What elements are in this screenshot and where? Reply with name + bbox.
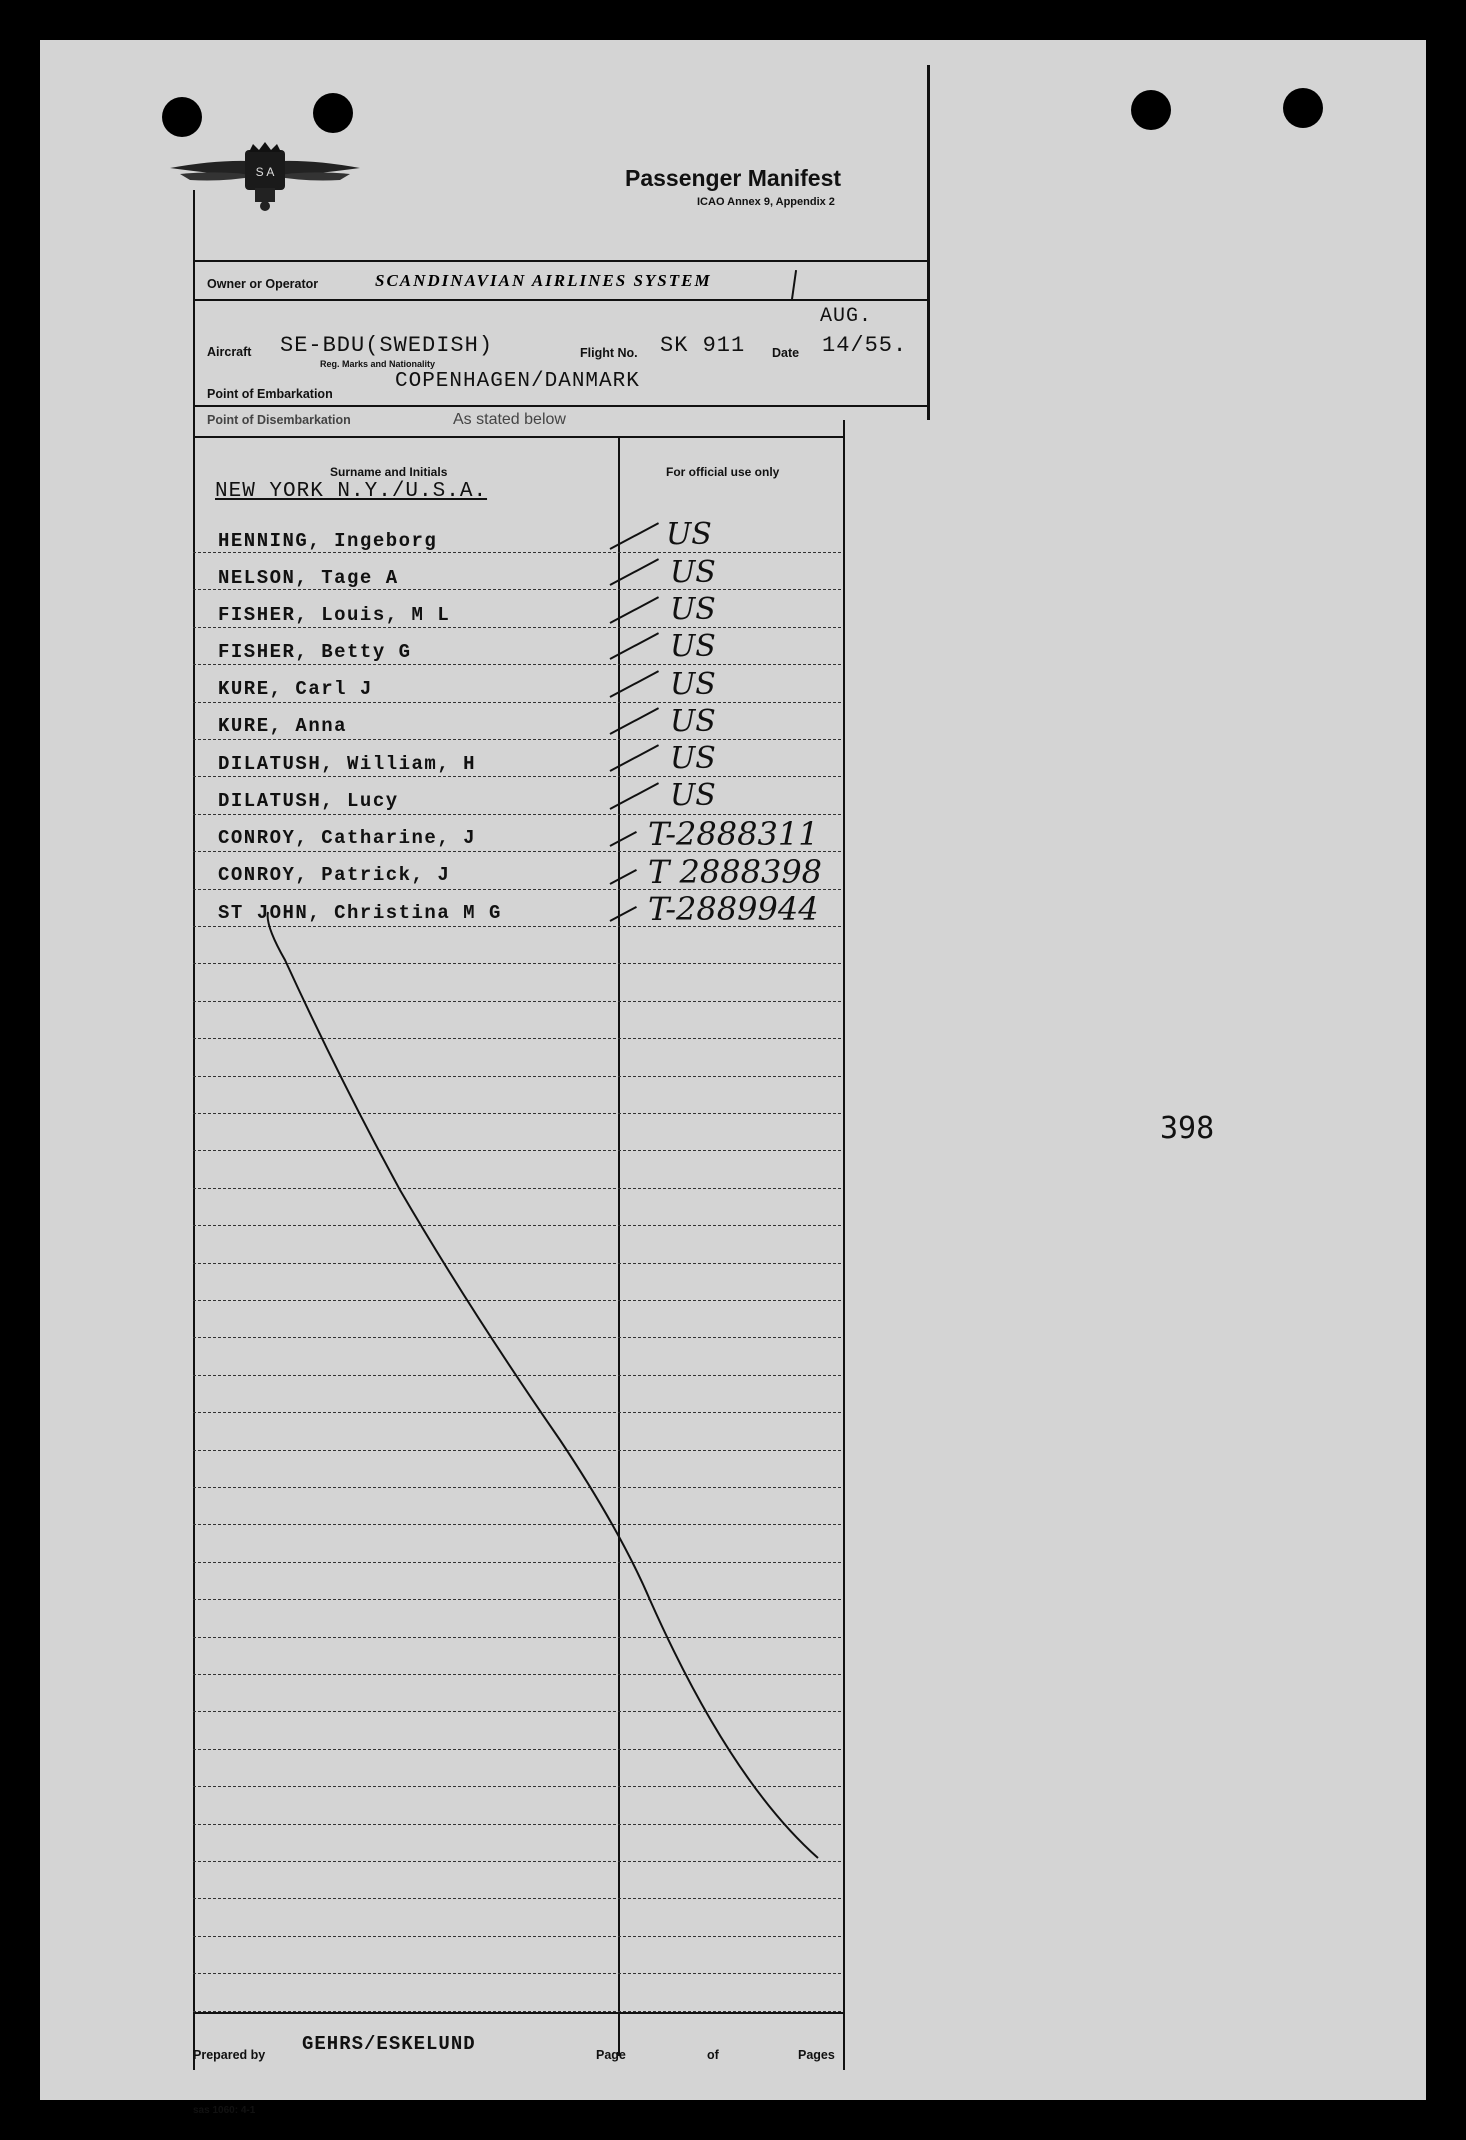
passenger-name: NELSON, Tage A [218, 567, 399, 589]
official-entry: US [666, 517, 712, 552]
date-label: Date [772, 346, 800, 360]
disembark-value: As stated below [453, 411, 566, 428]
passenger-name: ST JOHN, Christina M G [218, 902, 502, 924]
form-title: Passenger Manifest [625, 165, 842, 191]
passenger-name: FISHER, Betty G [218, 641, 412, 663]
official-entry: T-2888311 [648, 815, 819, 853]
official-entry: US [670, 704, 716, 739]
passenger-name: HENNING, Ingeborg [218, 530, 438, 552]
official-entry: US [670, 741, 716, 776]
official-entry: T-2889944 [648, 890, 819, 928]
destination: NEW YORK N.Y./U.S.A. [215, 480, 488, 503]
official-entry: US [670, 667, 716, 702]
svg-text:S A: S A [255, 165, 275, 179]
passenger-name: CONROY, Catharine, J [218, 827, 477, 849]
owner-label: Owner or Operator [207, 277, 319, 291]
official-entry: US [670, 555, 716, 590]
pages-label: Pages [798, 2048, 835, 2062]
passenger-name: DILATUSH, Lucy [218, 790, 399, 812]
date-value: 14/55. [822, 333, 908, 358]
form-subtitle: ICAO Annex 9, Appendix 2 [697, 196, 835, 208]
passenger-name: FISHER, Louis, M L [218, 604, 451, 626]
flight-label: Flight No. [580, 346, 638, 360]
embark-value: COPENHAGEN/DANMARK [395, 370, 640, 393]
passenger-name: CONROY, Patrick, J [218, 864, 451, 886]
page-number: 398 [1160, 1111, 1215, 1146]
prepared-value: GEHRS/ESKELUND [302, 2033, 476, 2055]
embark-label: Point of Embarkation [207, 387, 333, 401]
official-entry: US [670, 778, 716, 813]
disembark-label: Point of Disembarkation [207, 413, 351, 427]
prepared-label: Prepared by [193, 2048, 266, 2062]
official-column-header: For official use only [666, 465, 780, 479]
passenger-name: DILATUSH, William, H [218, 753, 477, 775]
passenger-name: KURE, Anna [218, 715, 348, 737]
owner-value: SCANDINAVIAN AIRLINES SYSTEM [375, 271, 712, 290]
date-month: AUG. [820, 305, 873, 328]
aircraft-label: Aircraft [207, 345, 252, 359]
flight-value: SK 911 [660, 333, 746, 358]
form-number: sas 1060: 4-1 [193, 2105, 256, 2116]
of-label: of [707, 2048, 719, 2062]
aircraft-sublabel: Reg. Marks and Nationality [320, 359, 436, 369]
aircraft-value: SE-BDU(SWEDISH) [280, 333, 494, 358]
official-entry: US [670, 629, 716, 664]
name-column-header: Surname and Initials [330, 465, 448, 479]
official-entry: US [670, 592, 716, 627]
official-entry: T 2888398 [648, 853, 823, 891]
passenger-name: KURE, Carl J [218, 678, 373, 700]
page-label: Page [596, 2048, 626, 2062]
